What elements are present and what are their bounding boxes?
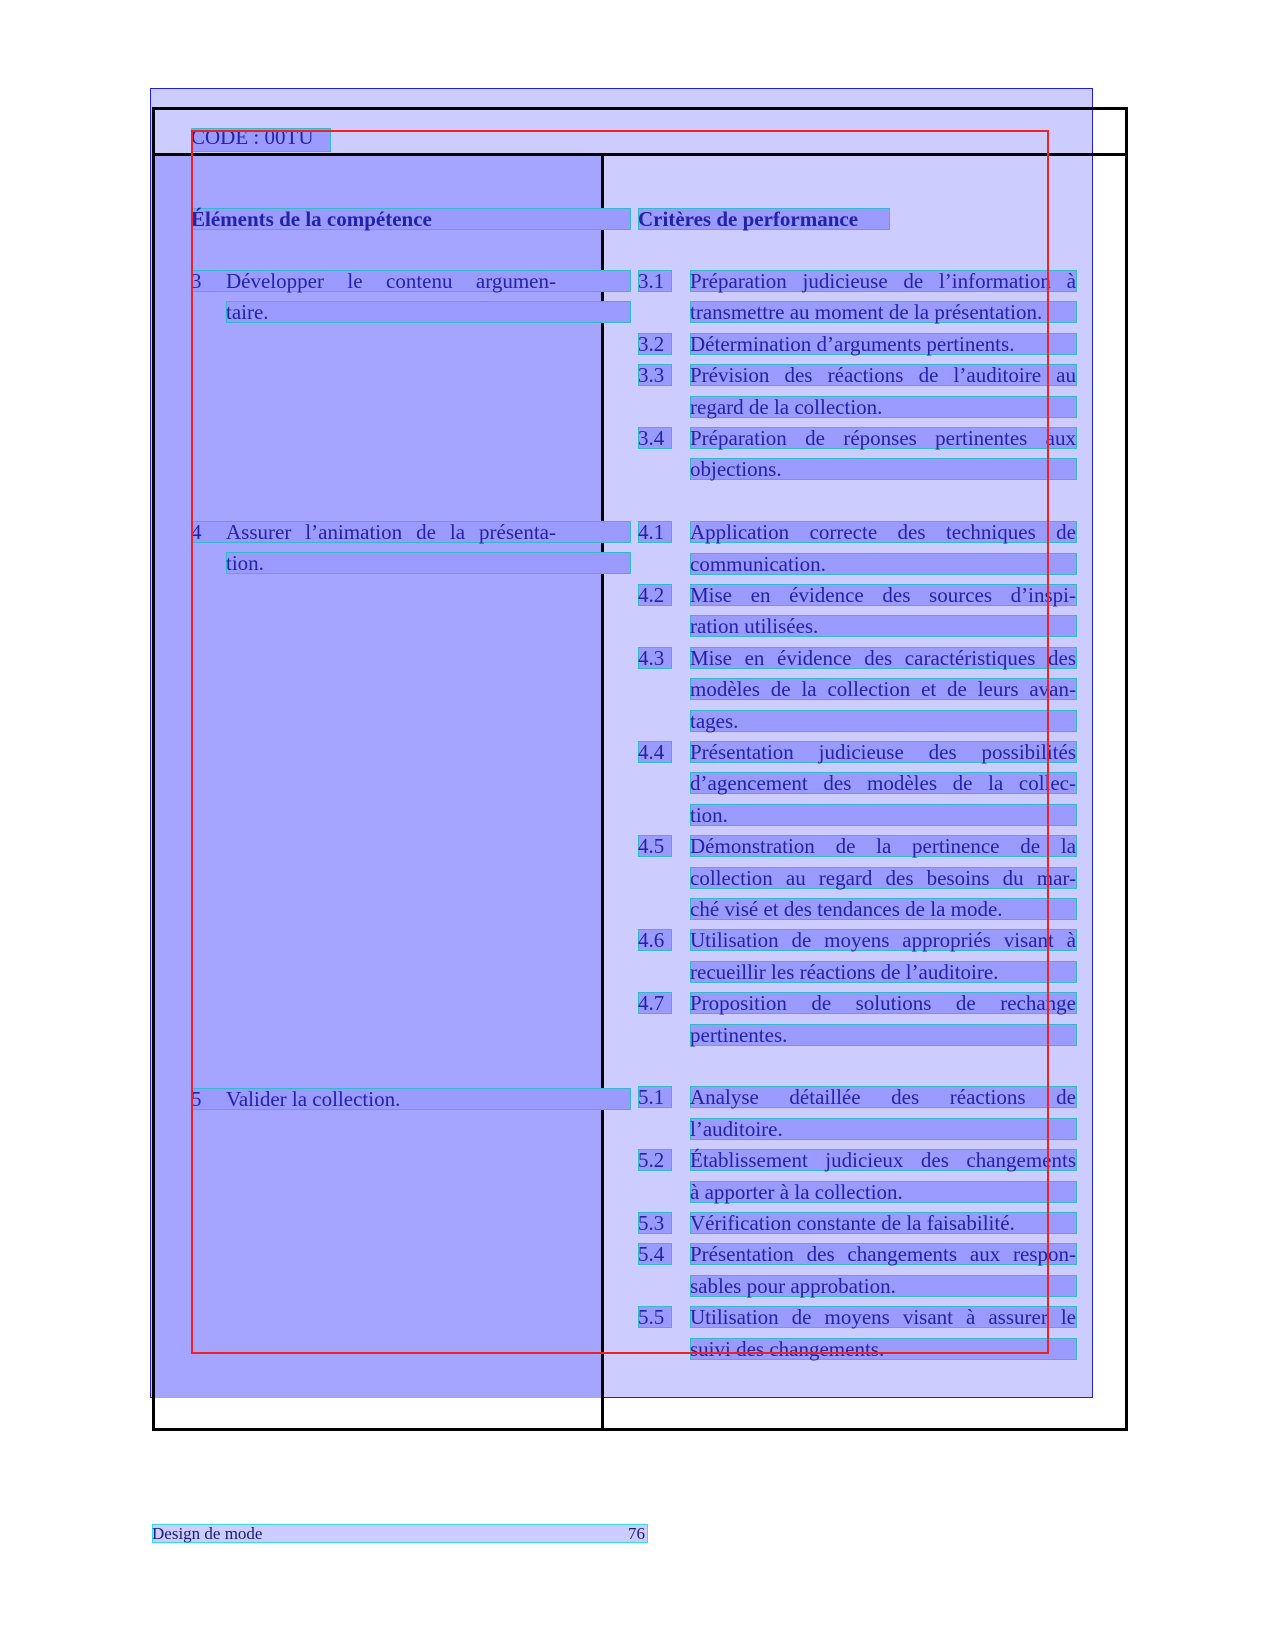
criterion-text: l’auditoire. [690, 1116, 783, 1141]
criterion-number: 3.3 [638, 363, 665, 388]
criterion-text: Démonstration de la pertinence de la [690, 834, 1076, 859]
criterion-text: sables pour approbation. [690, 1273, 896, 1298]
criterion-text: Présentation judicieuse des possibilités [690, 740, 1076, 764]
element-text: Développer le contenu argumen- [226, 269, 556, 293]
criterion-number: 3.2 [638, 331, 665, 356]
criterion-text: Préparation de réponses pertinentes aux [690, 426, 1076, 450]
criteria-header: Critères de performance [638, 207, 859, 231]
elements-header: Éléments de la compétence [191, 207, 432, 231]
element-text: Valider la collection. [226, 1087, 401, 1111]
criterion-number: 4.2 [638, 583, 665, 607]
element-text: tion. [226, 551, 264, 576]
criterion-text: regard de la collection. [690, 394, 883, 419]
criterion-number: 5.2 [638, 1148, 665, 1173]
criterion-text: Prévision des réactions de l’auditoire au [690, 363, 1076, 388]
criterion-text: Application correcte des techniques de [690, 520, 1076, 545]
criterion-text: Préparation judicieuse de l’information à [690, 269, 1076, 293]
element-text: Assurer l’animation de la présenta- [226, 520, 556, 544]
criterion-text: modèles de la collection et de leurs avan- [690, 677, 1076, 702]
element-number: 5 [191, 1087, 202, 1111]
criterion-text: Mise en évidence des caractéristiques des [690, 645, 1076, 670]
criterion-number: 3.4 [638, 426, 665, 450]
criterion-text: Présentation des changements aux respon- [690, 1242, 1076, 1267]
criterion-text: tion. [690, 802, 728, 827]
element-number: 3 [191, 269, 202, 293]
criterion-number: 3.1 [638, 269, 665, 293]
criterion-number: 4.3 [638, 645, 665, 670]
criterion-number: 5.5 [638, 1305, 665, 1330]
criterion-number: 4.6 [638, 928, 665, 953]
criterion-text: Analyse détaillée des réactions de [690, 1085, 1076, 1110]
criterion-text: Proposition de solutions de rechange [690, 991, 1076, 1016]
criterion-text: d’agencement des modèles de la collec- [690, 771, 1076, 796]
element-number: 4 [191, 520, 202, 544]
content-bounding-box [191, 130, 1049, 1354]
criterion-number: 5.3 [638, 1211, 665, 1235]
criterion-text: Utilisation de moyens appropriés visant à [690, 928, 1076, 953]
criterion-number: 4.1 [638, 520, 665, 545]
criterion-text: suivi des changements. [690, 1336, 885, 1361]
criterion-text: ché visé et des tendances de la mode. [690, 897, 1003, 921]
element-text: taire. [226, 300, 269, 325]
criterion-text: à apporter à la collection. [690, 1179, 903, 1204]
footer-page-number: 76 [628, 1524, 645, 1543]
code-line: CODE : 00TU [191, 125, 314, 149]
criterion-text: recueillir les réactions de l’auditoire. [690, 959, 999, 984]
criterion-number: 4.4 [638, 740, 665, 764]
criterion-text: transmettre au moment de la présentation. [690, 300, 1043, 325]
criterion-text: pertinentes. [690, 1022, 788, 1047]
criterion-number: 5.4 [638, 1242, 665, 1267]
criterion-text: Utilisation de moyens visant à assurer le [690, 1305, 1076, 1330]
footer-title: Design de mode [152, 1524, 263, 1543]
criterion-text: Établissement judicieux des changements [690, 1148, 1076, 1173]
criterion-number: 4.5 [638, 834, 665, 859]
criterion-text: tages. [690, 708, 739, 733]
criterion-text: Mise en évidence des sources d’inspi- [690, 583, 1076, 607]
criterion-number: 5.1 [638, 1085, 665, 1110]
criterion-number: 4.7 [638, 991, 665, 1016]
criterion-text: ration utilisées. [690, 614, 819, 639]
criterion-text: objections. [690, 457, 782, 482]
criterion-text: Vérification constante de la faisabilité. [690, 1211, 1015, 1235]
criterion-text: collection au regard des besoins du mar- [690, 865, 1076, 890]
criterion-text: communication. [690, 551, 826, 576]
criterion-text: Détermination d’arguments pertinents. [690, 331, 1015, 356]
